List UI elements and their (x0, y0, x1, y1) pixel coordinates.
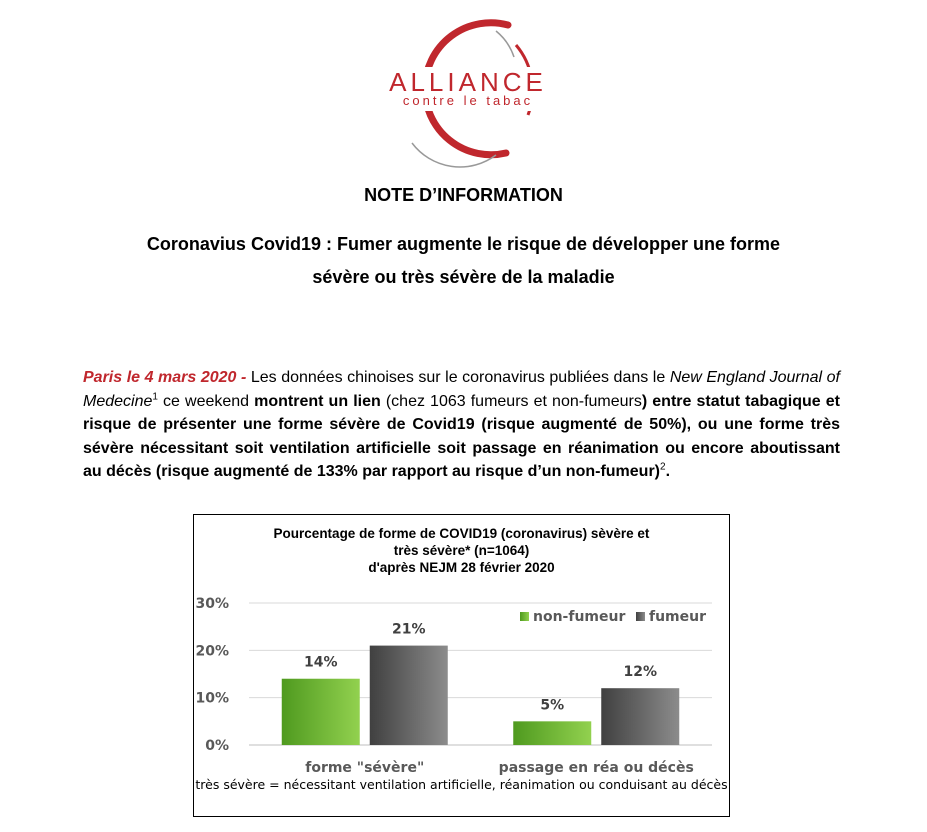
note-title: NOTE D’INFORMATION (364, 185, 563, 205)
dateline: Paris le 4 mars 2020 - (83, 369, 247, 386)
para-bold-2: ) entre statut tabagique et risque de présenter une forme sévère de Covid19 (risque augmenté de 50%), ou une forme très sévère nécessitant soit ventilation artificielle soit passage en réanimation ou encore aboutissant au décès (risque augmenté de 133% par rapport au risque d’un non-fumeur) (83, 392, 840, 480)
footnote-ref-1: 1 (152, 391, 158, 403)
legend-label: non-fumeur (533, 609, 626, 625)
alliance-logo (356, 5, 566, 170)
intro-paragraph (83, 366, 840, 484)
y-tick-label: 0% (205, 738, 229, 754)
bar (513, 721, 591, 745)
data-label: 5% (540, 697, 565, 714)
legend-swatch (636, 612, 645, 621)
legend-label: fumeur (649, 609, 707, 625)
chart-title-line-1: Pourcentage de forme de COVID19 (coronavirus) sèvère et (273, 526, 650, 541)
chart-footnote: très sévère = nécessitant ventilation artificielle, réanimation ou conduisant au décès (195, 777, 728, 792)
subtitle-line-1: Coronavius Covid19 : Fumer augmente le risque de développer une forme (146, 234, 781, 254)
para-text-2: ce weekend (157, 392, 255, 410)
logo-brand: ALLIANCE (389, 67, 547, 97)
bar (370, 646, 448, 745)
legend-swatch (520, 612, 529, 621)
bar-chart (194, 515, 729, 816)
document-subtitle (90, 228, 837, 294)
data-label: 21% (391, 621, 426, 638)
bar (601, 688, 679, 745)
chart-title-line-2: très sévère* (n=1064) (393, 543, 530, 558)
x-tick-label: passage en réa ou décès (498, 760, 694, 776)
y-tick-label: 20% (195, 643, 229, 660)
footnote-ref-2: 2 (660, 461, 666, 473)
x-tick-label: forme "sévère" (305, 760, 425, 776)
y-tick-label: 30% (195, 596, 229, 612)
data-label: 14% (303, 654, 338, 671)
para-text-3: (chez 1063 fumeurs et non-fumeurs (380, 392, 642, 410)
para-text-1: Les données chinoises sur le coronavirus publiées dans le (246, 369, 670, 386)
y-tick-label: 10% (195, 690, 229, 707)
para-bold-1: montrent un lien (254, 392, 381, 410)
subtitle-line-2: sévère ou très sévère de la maladie (312, 267, 615, 287)
data-label: 12% (623, 664, 658, 681)
logo-tagline: contre le tabac (402, 93, 534, 108)
bar (282, 679, 360, 745)
para-end: . (665, 463, 671, 480)
journal-name: New England Journal of Medecine (83, 369, 841, 410)
chart-box (193, 514, 730, 817)
chart-title-line-3: d'après NEJM 28 février 2020 (368, 560, 555, 575)
